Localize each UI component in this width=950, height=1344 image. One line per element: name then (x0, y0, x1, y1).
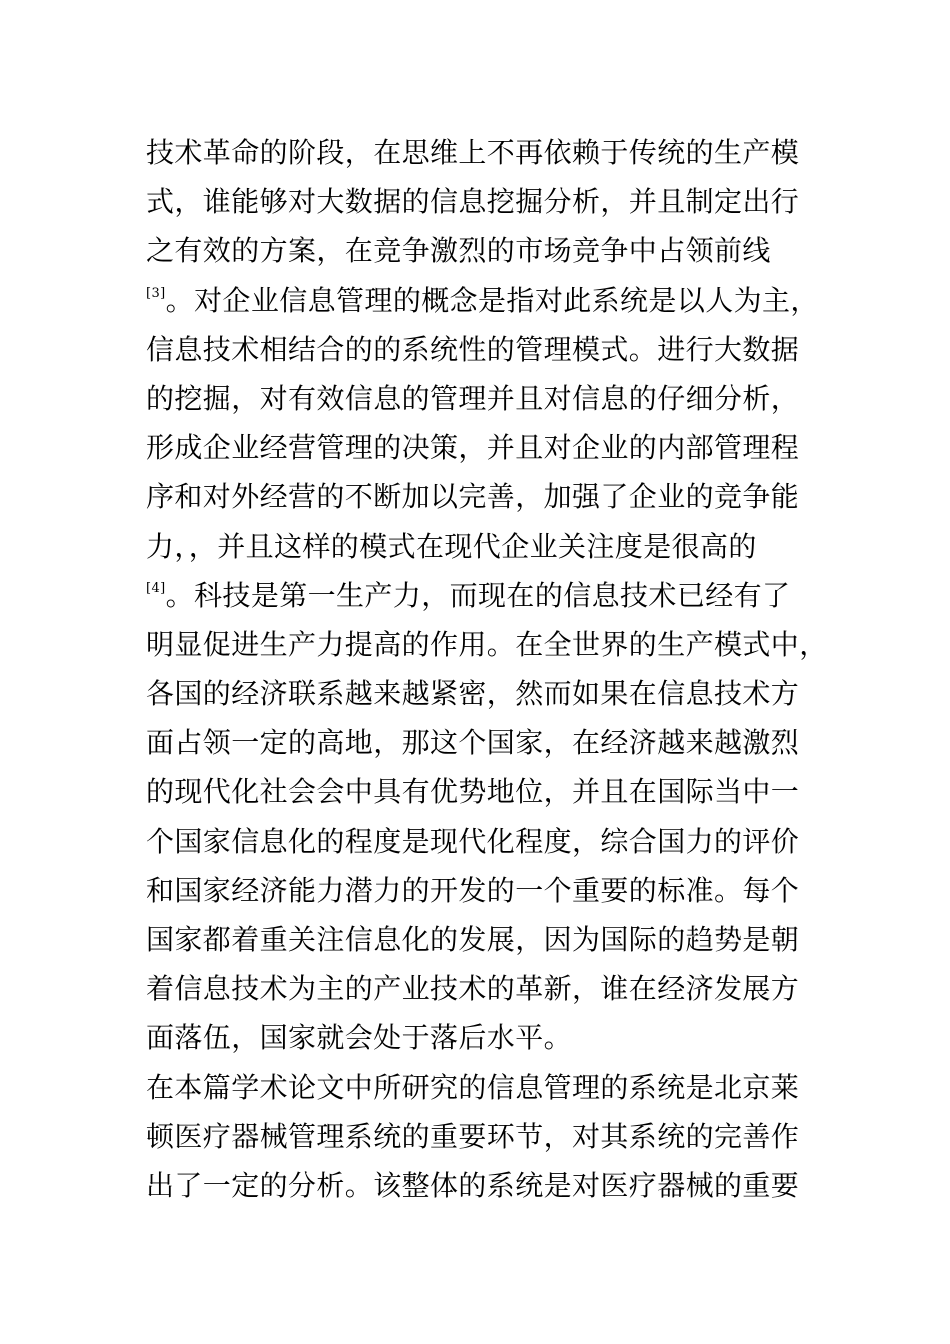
text-line: [4]。科技是第一生产力，而现在的信息技术已经有了 (146, 578, 791, 612)
text-line: 形成企业经营管理的决策，并且对企业的内部管理程 (146, 431, 800, 465)
text-line: 各国的经济联系越来越紧密，然而如果在信息技术方 (146, 677, 800, 711)
text-line: 之有效的方案，在竞争激烈的市场竞争中占领前线 (146, 234, 771, 268)
text-line: 在本篇学术论文中所研究的信息管理的系统是北京莱 (146, 1070, 800, 1104)
text-line: 出了一定的分析。该整体的系统是对医疗器械的重要 (146, 1168, 800, 1202)
text-line: 面落伍，国家就会处于落后水平。 (146, 1021, 573, 1055)
text-line: [3]。对企业信息管理的概念是指对此系统是以人为主， (146, 283, 819, 317)
text-line: 信息技术相结合的的系统性的管理模式。进行大数据 (146, 332, 800, 366)
text-line: 力，，并且这样的模式在现代企业关注度是很高的 (146, 529, 757, 563)
text-line: 的挖掘，对有效信息的管理并且对信息的仔细分析， (146, 381, 800, 415)
text-line: 顿医疗器械管理系统的重要环节，对其系统的完善作 (146, 1119, 800, 1153)
citation-marker: [4] (146, 580, 166, 596)
text-line: 着信息技术为主的产业技术的革新，谁在经济发展方 (146, 972, 800, 1006)
citation-marker: [3] (146, 285, 166, 301)
text-line: 序和对外经营的不断加以完善，加强了企业的竞争能 (146, 480, 800, 514)
text-line: 式，谁能够对大数据的信息挖掘分析，并且制定出行 (146, 185, 800, 219)
text-line: 的现代化社会会中具有优势地位，并且在国际当中一 (146, 775, 800, 809)
body-text (146, 128, 826, 1210)
text-line: 个国家信息化的程度是现代化程度，综合国力的评价 (146, 824, 800, 858)
text-line: 面占领一定的高地，那这个国家，在经济越来越激烈 (146, 726, 800, 760)
text-line: 明显促进生产力提高的作用。在全世界的生产模式中， (146, 627, 828, 661)
text-line: 国家都着重关注信息化的发展，因为国际的趋势是朝 (146, 923, 800, 956)
text-line: 技术革命的阶段，在思维上不再依赖于传统的生产模 (146, 136, 800, 169)
text-line: 和国家经济能力潜力的开发的一个重要的标准。每个 (146, 873, 800, 907)
